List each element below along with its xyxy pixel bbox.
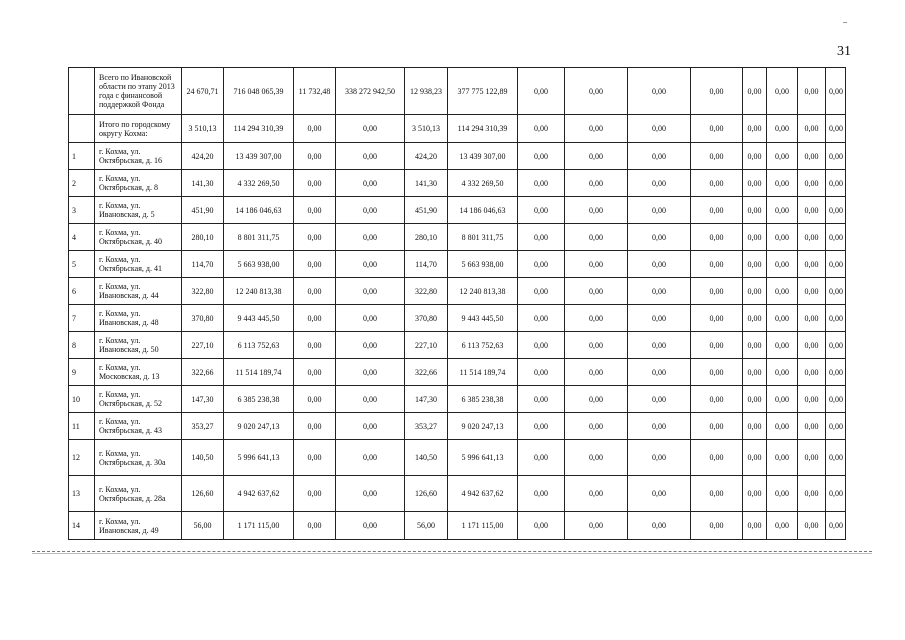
- table-row: [69, 143, 846, 170]
- value-cell: 11 514 189,74: [448, 359, 518, 386]
- value-cell: 0,00: [518, 143, 565, 170]
- value-cell: 0,00: [826, 197, 846, 224]
- value-cell: 353,27: [405, 413, 448, 440]
- address-cell: г. Кохма, ул. Ивановская, д. 49: [95, 512, 182, 540]
- value-cell: 0,00: [628, 224, 691, 251]
- value-cell: 0,00: [798, 115, 826, 143]
- value-cell: 0,00: [743, 115, 767, 143]
- value-cell: 114,70: [405, 251, 448, 278]
- value-cell: 716 048 065,39: [224, 68, 294, 115]
- value-cell: 0,00: [767, 143, 798, 170]
- row-number: [69, 68, 95, 115]
- value-cell: 4 942 637,62: [448, 476, 518, 512]
- address-cell: г. Кохма, ул. Октябрьская, д. 8: [95, 170, 182, 197]
- value-cell: 424,20: [405, 143, 448, 170]
- value-cell: 0,00: [798, 197, 826, 224]
- value-cell: 141,30: [405, 170, 448, 197]
- value-cell: 0,00: [294, 278, 336, 305]
- value-cell: 0,00: [826, 115, 846, 143]
- value-cell: 0,00: [798, 224, 826, 251]
- value-cell: 12 240 813,38: [224, 278, 294, 305]
- table-row: [69, 359, 846, 386]
- value-cell: 0,00: [743, 476, 767, 512]
- value-cell: 0,00: [743, 251, 767, 278]
- value-cell: 0,00: [336, 197, 405, 224]
- value-cell: 0,00: [294, 251, 336, 278]
- value-cell: 9 443 445,50: [448, 305, 518, 332]
- value-cell: 0,00: [743, 224, 767, 251]
- value-cell: 0,00: [826, 224, 846, 251]
- value-cell: 140,50: [405, 440, 448, 476]
- value-cell: 0,00: [628, 143, 691, 170]
- value-cell: 0,00: [628, 251, 691, 278]
- value-cell: 338 272 942,50: [336, 68, 405, 115]
- value-cell: 0,00: [743, 143, 767, 170]
- value-cell: 0,00: [518, 224, 565, 251]
- page-number: 31: [837, 44, 851, 59]
- value-cell: 0,00: [691, 413, 743, 440]
- row-number: 10: [69, 386, 95, 413]
- value-cell: 114 294 310,39: [224, 115, 294, 143]
- value-cell: 0,00: [767, 440, 798, 476]
- address-cell: г. Кохма, ул. Октябрьская, д. 16: [95, 143, 182, 170]
- value-cell: 0,00: [565, 115, 628, 143]
- value-cell: 0,00: [565, 224, 628, 251]
- value-cell: 424,20: [182, 143, 224, 170]
- value-cell: 227,10: [182, 332, 224, 359]
- value-cell: 0,00: [798, 251, 826, 278]
- row-number: 7: [69, 305, 95, 332]
- value-cell: 0,00: [336, 251, 405, 278]
- value-cell: 0,00: [336, 332, 405, 359]
- value-cell: 14 186 046,63: [448, 197, 518, 224]
- table-row: [69, 413, 846, 440]
- address-cell: г. Кохма, ул. Октябрьская, д. 28а: [95, 476, 182, 512]
- value-cell: 5 996 641,13: [224, 440, 294, 476]
- value-cell: 0,00: [336, 278, 405, 305]
- value-cell: 0,00: [798, 278, 826, 305]
- value-cell: 5 663 938,00: [224, 251, 294, 278]
- address-cell: г. Кохма, ул. Ивановская, д. 44: [95, 278, 182, 305]
- value-cell: 0,00: [767, 251, 798, 278]
- value-cell: 9 020 247,13: [448, 413, 518, 440]
- value-cell: 0,00: [767, 68, 798, 115]
- value-cell: 280,10: [182, 224, 224, 251]
- value-cell: 0,00: [294, 386, 336, 413]
- row-number: 11: [69, 413, 95, 440]
- value-cell: 322,80: [405, 278, 448, 305]
- value-cell: 0,00: [743, 68, 767, 115]
- value-cell: 13 439 307,00: [224, 143, 294, 170]
- value-cell: 1 171 115,00: [224, 512, 294, 540]
- value-cell: 0,00: [798, 476, 826, 512]
- value-cell: 0,00: [336, 170, 405, 197]
- table-row: [69, 197, 846, 224]
- value-cell: 0,00: [518, 170, 565, 197]
- value-cell: 0,00: [826, 440, 846, 476]
- row-number: 8: [69, 332, 95, 359]
- value-cell: 0,00: [294, 413, 336, 440]
- value-cell: 9 443 445,50: [224, 305, 294, 332]
- value-cell: 0,00: [743, 413, 767, 440]
- value-cell: 147,30: [405, 386, 448, 413]
- value-cell: 0,00: [518, 115, 565, 143]
- value-cell: 0,00: [628, 278, 691, 305]
- value-cell: 6 385 238,38: [448, 386, 518, 413]
- value-cell: 0,00: [628, 305, 691, 332]
- address-cell: Всего по Ивановской области по этапу 2013 года с финансовой поддержкой Фонда: [95, 68, 182, 115]
- value-cell: 114 294 310,39: [448, 115, 518, 143]
- value-cell: 0,00: [798, 68, 826, 115]
- row-number: 12: [69, 440, 95, 476]
- value-cell: 0,00: [743, 332, 767, 359]
- value-cell: 0,00: [691, 170, 743, 197]
- value-cell: 9 020 247,13: [224, 413, 294, 440]
- value-cell: 370,80: [182, 305, 224, 332]
- value-cell: 280,10: [405, 224, 448, 251]
- value-cell: 3 510,13: [405, 115, 448, 143]
- value-cell: 0,00: [798, 359, 826, 386]
- value-cell: 4 942 637,62: [224, 476, 294, 512]
- table-body: [69, 68, 846, 540]
- value-cell: 0,00: [743, 197, 767, 224]
- value-cell: 0,00: [691, 512, 743, 540]
- value-cell: 4 332 269,50: [224, 170, 294, 197]
- address-cell: г. Кохма, ул. Ивановская, д. 50: [95, 332, 182, 359]
- value-cell: 0,00: [826, 278, 846, 305]
- value-cell: 0,00: [767, 413, 798, 440]
- value-cell: 0,00: [798, 413, 826, 440]
- value-cell: 0,00: [826, 332, 846, 359]
- value-cell: 0,00: [691, 359, 743, 386]
- value-cell: 0,00: [294, 332, 336, 359]
- value-cell: 126,60: [182, 476, 224, 512]
- table-row: [69, 170, 846, 197]
- address-cell: г. Кохма, ул. Ивановская, д. 48: [95, 305, 182, 332]
- table-row: [69, 251, 846, 278]
- address-cell: г. Кохма, ул. Октябрьская, д. 43: [95, 413, 182, 440]
- value-cell: 0,00: [743, 359, 767, 386]
- value-cell: 0,00: [336, 440, 405, 476]
- value-cell: 0,00: [767, 197, 798, 224]
- row-number: 9: [69, 359, 95, 386]
- row-number: 6: [69, 278, 95, 305]
- value-cell: 0,00: [518, 197, 565, 224]
- value-cell: 6 113 752,63: [224, 332, 294, 359]
- value-cell: 322,66: [182, 359, 224, 386]
- value-cell: 5 663 938,00: [448, 251, 518, 278]
- value-cell: 0,00: [518, 413, 565, 440]
- value-cell: 0,00: [565, 512, 628, 540]
- value-cell: 1 171 115,00: [448, 512, 518, 540]
- value-cell: 0,00: [518, 305, 565, 332]
- value-cell: 0,00: [691, 251, 743, 278]
- address-cell: Итого по городскому округу Кохма:: [95, 115, 182, 143]
- value-cell: 0,00: [628, 170, 691, 197]
- value-cell: 0,00: [798, 386, 826, 413]
- address-cell: г. Кохма, ул. Ивановская, д. 5: [95, 197, 182, 224]
- table-row: [69, 278, 846, 305]
- value-cell: 0,00: [743, 278, 767, 305]
- value-cell: 126,60: [405, 476, 448, 512]
- value-cell: 451,90: [182, 197, 224, 224]
- value-cell: 8 801 311,75: [448, 224, 518, 251]
- value-cell: 0,00: [518, 251, 565, 278]
- value-cell: 0,00: [294, 305, 336, 332]
- value-cell: 0,00: [798, 143, 826, 170]
- value-cell: 0,00: [565, 332, 628, 359]
- value-cell: 0,00: [336, 386, 405, 413]
- value-cell: 0,00: [565, 68, 628, 115]
- value-cell: 0,00: [767, 359, 798, 386]
- value-cell: 322,66: [405, 359, 448, 386]
- value-cell: 322,80: [182, 278, 224, 305]
- value-cell: 227,10: [405, 332, 448, 359]
- value-cell: 0,00: [628, 68, 691, 115]
- value-cell: 0,00: [518, 386, 565, 413]
- value-cell: 0,00: [767, 332, 798, 359]
- value-cell: 0,00: [691, 143, 743, 170]
- row-number: [69, 115, 95, 143]
- value-cell: 0,00: [826, 170, 846, 197]
- value-cell: 0,00: [294, 359, 336, 386]
- value-cell: 14 186 046,63: [224, 197, 294, 224]
- value-cell: 0,00: [628, 386, 691, 413]
- value-cell: 0,00: [628, 476, 691, 512]
- value-cell: 377 775 122,89: [448, 68, 518, 115]
- value-cell: 12 240 813,38: [448, 278, 518, 305]
- value-cell: 0,00: [798, 305, 826, 332]
- value-cell: 0,00: [826, 512, 846, 540]
- value-cell: 0,00: [294, 115, 336, 143]
- value-cell: 0,00: [628, 332, 691, 359]
- value-cell: 370,80: [405, 305, 448, 332]
- value-cell: 0,00: [518, 332, 565, 359]
- value-cell: 0,00: [798, 170, 826, 197]
- value-cell: 0,00: [743, 512, 767, 540]
- value-cell: 451,90: [405, 197, 448, 224]
- value-cell: 0,00: [518, 476, 565, 512]
- value-cell: 0,00: [826, 359, 846, 386]
- address-cell: г. Кохма, ул. Московская, д. 13: [95, 359, 182, 386]
- value-cell: 0,00: [826, 413, 846, 440]
- row-number: 5: [69, 251, 95, 278]
- value-cell: 0,00: [767, 305, 798, 332]
- address-cell: г. Кохма, ул. Октябрьская, д. 40: [95, 224, 182, 251]
- value-cell: 114,70: [182, 251, 224, 278]
- value-cell: 6 385 238,38: [224, 386, 294, 413]
- value-cell: 5 996 641,13: [448, 440, 518, 476]
- table-row: [69, 68, 846, 115]
- value-cell: 0,00: [767, 512, 798, 540]
- value-cell: 4 332 269,50: [448, 170, 518, 197]
- value-cell: 0,00: [691, 224, 743, 251]
- value-cell: 0,00: [767, 170, 798, 197]
- value-cell: 0,00: [565, 143, 628, 170]
- table-row: [69, 476, 846, 512]
- address-cell: г. Кохма, ул. Октябрьская, д. 41: [95, 251, 182, 278]
- value-cell: 56,00: [182, 512, 224, 540]
- table-row: [69, 440, 846, 476]
- row-number: 14: [69, 512, 95, 540]
- value-cell: 0,00: [767, 115, 798, 143]
- row-number: 1: [69, 143, 95, 170]
- page-corner-mark: [843, 22, 847, 27]
- value-cell: 0,00: [628, 512, 691, 540]
- housing-program-table: [68, 67, 846, 540]
- row-number: 3: [69, 197, 95, 224]
- value-cell: 0,00: [518, 359, 565, 386]
- value-cell: 0,00: [628, 115, 691, 143]
- value-cell: 0,00: [518, 68, 565, 115]
- value-cell: 0,00: [743, 305, 767, 332]
- value-cell: 0,00: [691, 476, 743, 512]
- value-cell: 0,00: [691, 305, 743, 332]
- address-cell: г. Кохма, ул. Октябрьская, д. 30а: [95, 440, 182, 476]
- value-cell: 353,27: [182, 413, 224, 440]
- row-number: 2: [69, 170, 95, 197]
- value-cell: 0,00: [767, 386, 798, 413]
- value-cell: 0,00: [565, 251, 628, 278]
- value-cell: 11 732,48: [294, 68, 336, 115]
- value-cell: 141,30: [182, 170, 224, 197]
- value-cell: 0,00: [294, 197, 336, 224]
- value-cell: 0,00: [565, 476, 628, 512]
- value-cell: 0,00: [826, 143, 846, 170]
- value-cell: 0,00: [691, 440, 743, 476]
- value-cell: 0,00: [294, 170, 336, 197]
- table-row: [69, 386, 846, 413]
- value-cell: 0,00: [294, 476, 336, 512]
- bottom-divider: [32, 551, 872, 552]
- value-cell: 0,00: [565, 170, 628, 197]
- table-row: [69, 305, 846, 332]
- value-cell: 0,00: [565, 386, 628, 413]
- value-cell: 0,00: [743, 440, 767, 476]
- value-cell: 0,00: [565, 278, 628, 305]
- row-number: 13: [69, 476, 95, 512]
- value-cell: 0,00: [628, 197, 691, 224]
- table-row: [69, 512, 846, 540]
- value-cell: 0,00: [628, 413, 691, 440]
- value-cell: 56,00: [405, 512, 448, 540]
- value-cell: 0,00: [518, 440, 565, 476]
- value-cell: 0,00: [336, 512, 405, 540]
- value-cell: 0,00: [336, 413, 405, 440]
- value-cell: 13 439 307,00: [448, 143, 518, 170]
- value-cell: 0,00: [336, 305, 405, 332]
- value-cell: 0,00: [518, 512, 565, 540]
- value-cell: 0,00: [767, 278, 798, 305]
- value-cell: 0,00: [628, 359, 691, 386]
- value-cell: 0,00: [336, 143, 405, 170]
- value-cell: 0,00: [767, 224, 798, 251]
- value-cell: 0,00: [826, 476, 846, 512]
- value-cell: 8 801 311,75: [224, 224, 294, 251]
- value-cell: 0,00: [294, 143, 336, 170]
- value-cell: 24 670,71: [182, 68, 224, 115]
- value-cell: 0,00: [294, 440, 336, 476]
- value-cell: 0,00: [743, 170, 767, 197]
- value-cell: 0,00: [691, 197, 743, 224]
- value-cell: 0,00: [691, 68, 743, 115]
- value-cell: 0,00: [798, 440, 826, 476]
- value-cell: 0,00: [826, 386, 846, 413]
- value-cell: 147,30: [182, 386, 224, 413]
- value-cell: 0,00: [336, 224, 405, 251]
- value-cell: 0,00: [798, 512, 826, 540]
- value-cell: 12 938,23: [405, 68, 448, 115]
- value-cell: 11 514 189,74: [224, 359, 294, 386]
- value-cell: 0,00: [691, 332, 743, 359]
- value-cell: 0,00: [691, 386, 743, 413]
- value-cell: 0,00: [565, 440, 628, 476]
- value-cell: 0,00: [565, 413, 628, 440]
- value-cell: 0,00: [767, 476, 798, 512]
- value-cell: 0,00: [565, 359, 628, 386]
- value-cell: 0,00: [565, 197, 628, 224]
- row-number: 4: [69, 224, 95, 251]
- value-cell: 0,00: [826, 305, 846, 332]
- value-cell: 0,00: [518, 278, 565, 305]
- value-cell: 0,00: [743, 386, 767, 413]
- address-cell: г. Кохма, ул. Октябрьская, д. 52: [95, 386, 182, 413]
- bottom-divider-shadow: [32, 553, 872, 554]
- table-row: [69, 332, 846, 359]
- table-row: [69, 115, 846, 143]
- value-cell: 0,00: [294, 224, 336, 251]
- value-cell: 0,00: [826, 251, 846, 278]
- value-cell: 0,00: [826, 68, 846, 115]
- value-cell: 0,00: [798, 332, 826, 359]
- value-cell: 0,00: [565, 305, 628, 332]
- value-cell: 0,00: [336, 359, 405, 386]
- value-cell: 0,00: [336, 476, 405, 512]
- value-cell: 0,00: [691, 278, 743, 305]
- value-cell: 140,50: [182, 440, 224, 476]
- value-cell: 0,00: [691, 115, 743, 143]
- value-cell: 0,00: [628, 440, 691, 476]
- value-cell: 0,00: [336, 115, 405, 143]
- table-row: [69, 224, 846, 251]
- value-cell: 3 510,13: [182, 115, 224, 143]
- value-cell: 0,00: [294, 512, 336, 540]
- value-cell: 6 113 752,63: [448, 332, 518, 359]
